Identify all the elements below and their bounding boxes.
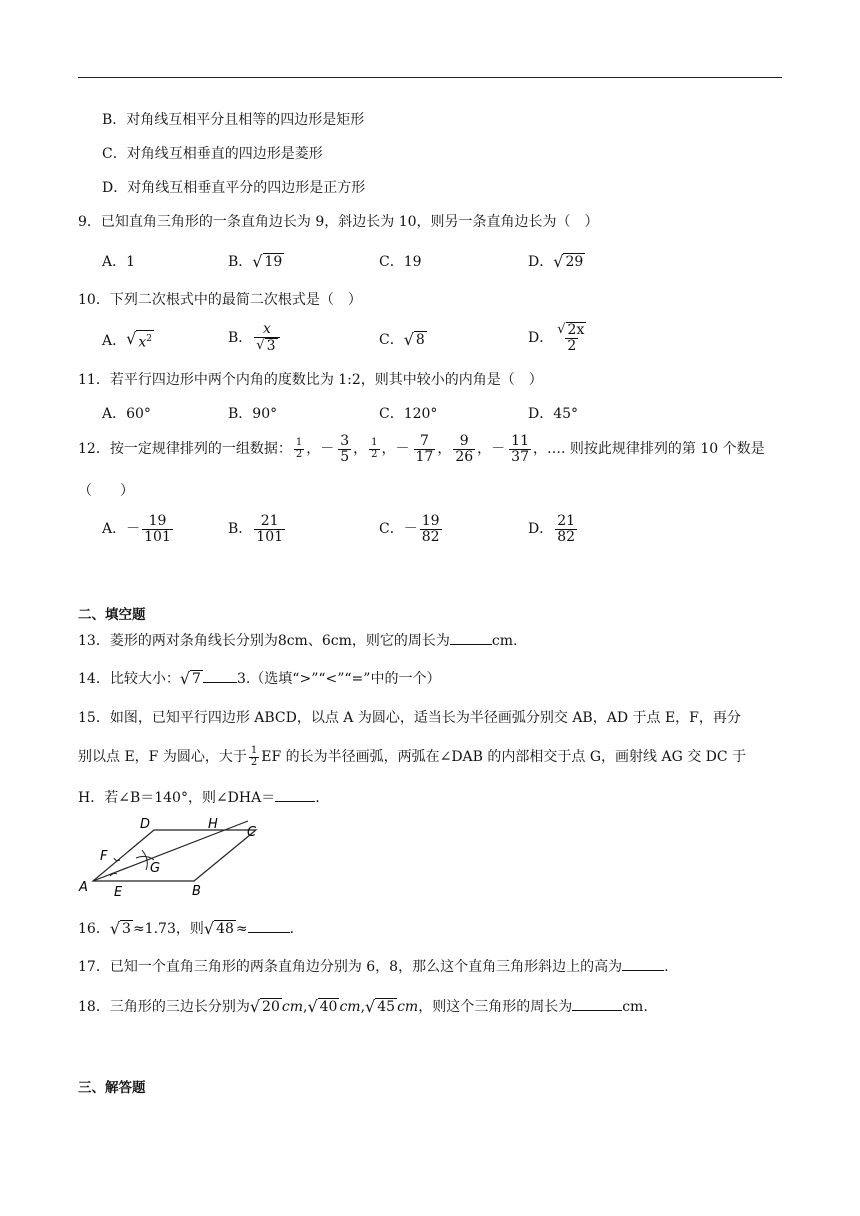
label-g: G: [150, 861, 161, 876]
q10-option-b: B． x √ 3: [228, 322, 282, 354]
q8-option-c: C．对角线互相垂直的四边形是菱形: [102, 146, 323, 162]
q12-term-sign: －: [491, 441, 506, 458]
q12-term-sign: －: [320, 441, 335, 458]
parallelogram-figure: [76, 812, 272, 898]
q15-line3: H．若∠B＝140°，则∠DHA＝ .: [78, 787, 320, 808]
parallelogram-abcd: [93, 830, 256, 881]
header-rule: [78, 77, 782, 78]
q9-option-b: B． √ 19: [228, 252, 283, 271]
q12-term-fraction: [414, 434, 436, 464]
q12-separator: ，: [381, 441, 396, 458]
q12-term-sign: －: [395, 441, 410, 458]
section-solution-heading: 三、解答题: [78, 1080, 146, 1096]
q12-option-d: D． $\frac{21}{82}$: [528, 513, 576, 545]
label-f: F: [100, 849, 108, 864]
q9-option-c: C．19: [379, 254, 422, 270]
q11-option-c: C．120°: [379, 406, 438, 422]
q11-option-d: D．45°: [528, 406, 579, 422]
q8-option-d: D．对角线互相垂直平分的四边形是正方形: [102, 180, 366, 196]
q12-paren: （ ）: [78, 483, 134, 499]
fraction-denominator: 2: [295, 448, 303, 460]
q10-option-a: A． √ $x^2$: [102, 329, 152, 351]
fraction-numerator: 7: [419, 433, 429, 449]
q9-stem: 9．已知直角三角形的一条直角边长为 9，斜边长为 10，则另一条直角边长为（ ）: [78, 214, 599, 230]
q9-option-a: A．1: [102, 254, 136, 270]
q18-answer-blank[interactable]: [572, 996, 622, 1011]
q17-answer-blank[interactable]: [622, 956, 664, 971]
q15-line1: 15．如图，已知平行四边形 ABCD，以点 A 为圆心，适当长为半径画弧分别交 AB，AD 于点 E，F，再分: [78, 710, 741, 726]
fraction-denominator: 37: [511, 448, 529, 465]
q16: 16． √ 3 ≈1.73，则 √ 48 ≈ .: [78, 919, 295, 938]
fraction-numerator: 1: [295, 437, 303, 449]
q18: 18．三角形的三边长分别为 √ 20 cm, √ 40 cm, √ 45 cm，则这个三角形的周长为 cm.: [78, 997, 648, 1016]
q10-option-c: C． √ 8: [379, 330, 425, 349]
q12-option-c: C．－ $\frac{19}{82}$: [379, 513, 440, 545]
label-b: B: [192, 884, 201, 898]
arc-g2: [136, 856, 154, 860]
q12-stem: 12．按一定规律排列的一组数据： $\frac{1}{2}$ ， － $\frac{3}{5}$ ， $\frac{1}{2}$ ， － $\frac{7}{17}$ ， $\frac{9}{26}$ ， － $\frac{11}{37}$ ，…. 则按此规律排列的第 10 个数是: [78, 433, 765, 465]
q14: 14．比较大小： √ 7 3.（选填“>”“<”“=”中的一个）: [78, 669, 441, 688]
q12-separator: ，: [437, 441, 452, 458]
label-d: D: [140, 817, 151, 832]
fraction-numerator: 1: [371, 437, 378, 449]
q13-answer-blank[interactable]: [450, 630, 492, 645]
q12-term-fraction: [453, 434, 475, 464]
fraction-numerator: 3: [340, 433, 350, 449]
q13: 13．菱形的两对条角线长分别为8cm、6cm，则它的周长为 cm.: [78, 630, 517, 651]
q12-sequence: [292, 434, 533, 464]
q17: 17．已知一个直角三角形的两条直角边分别为 6，8，那么这个直角三角形斜边上的高为 .: [78, 956, 669, 977]
q10-stem: 10．下列二次根式中的最简二次根式是（ ）: [78, 292, 362, 308]
q16-answer-blank[interactable]: [248, 918, 290, 933]
q14-answer-blank[interactable]: [203, 668, 237, 683]
fraction-denominator: 2: [371, 448, 378, 460]
q12-separator: ，: [353, 441, 368, 458]
fraction-denominator: 17: [415, 448, 434, 465]
section-fill-blank-heading: 二、填空题: [78, 607, 146, 623]
q12-term-fraction: [369, 438, 379, 460]
q11-stem: 11．若平行四边形中两个内角的度数比为 1:2，则其中较小的内角是（ ）: [78, 372, 543, 388]
q8-option-b: B．对角线互相平分且相等的四边形是矩形: [102, 112, 365, 128]
fraction-denominator: 26: [455, 448, 474, 465]
q12-term-fraction: [338, 434, 351, 464]
fraction-denominator: 5: [340, 448, 350, 465]
q11-option-b: B．90°: [228, 406, 278, 422]
q15-line2: 别以点 E，F 为圆心，大于 $\frac{1}{2}$ EF 的长为半径画弧，两弧在∠DAB 的内部相交于点 G，画射线 AG 交 DC 于: [78, 745, 747, 768]
q12-term-fraction: [509, 434, 531, 464]
fraction-numerator: 9: [459, 433, 469, 449]
fraction-numerator: 11: [511, 433, 529, 449]
label-a: A: [79, 880, 88, 895]
label-c: C: [247, 825, 257, 840]
q10-option-d: D． √ 2x 2: [528, 322, 585, 354]
q12-option-a: A．－ $\frac{19}{101}$: [102, 513, 171, 545]
q9-option-d: D． √ 29: [528, 252, 584, 271]
q15-answer-blank[interactable]: [275, 787, 315, 802]
q11-option-a: A．60°: [102, 406, 151, 422]
arc-g1: [142, 850, 147, 870]
q12-term-fraction: [294, 438, 304, 460]
q12-separator: ，: [477, 441, 492, 458]
label-h: H: [208, 817, 218, 832]
q12-option-b: B． $\frac{21}{101}$: [228, 513, 284, 545]
label-e: E: [114, 885, 123, 898]
q12-separator: ，: [306, 441, 321, 458]
